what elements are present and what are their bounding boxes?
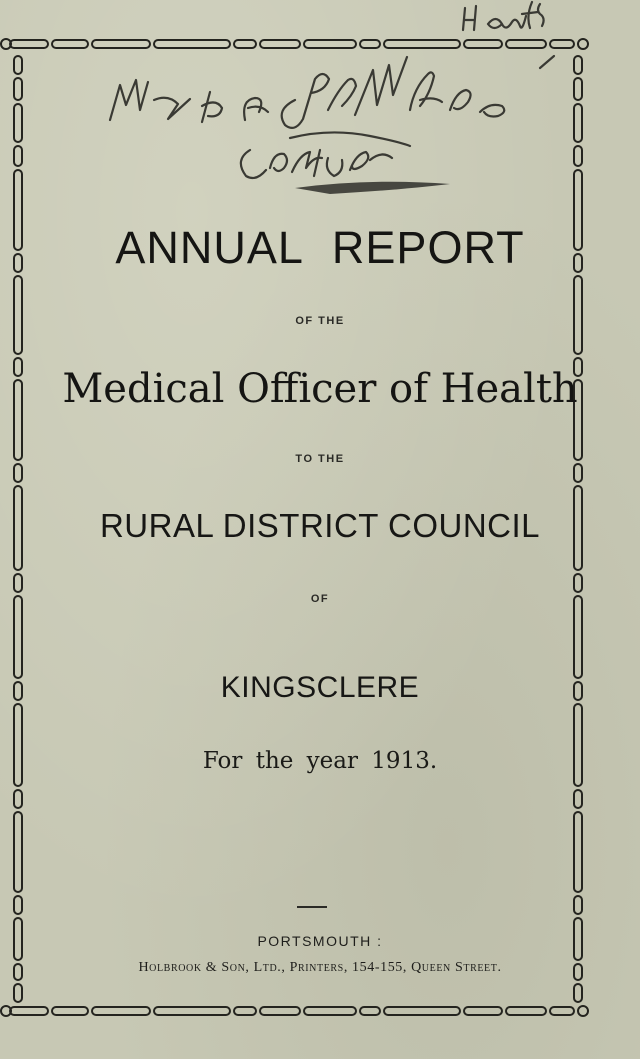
title-word-annual: ANNUAL	[115, 222, 304, 273]
report-year: For the year 1913.	[202, 748, 438, 774]
handwritten-annotation	[70, 0, 590, 215]
printer-imprint: Holbrook & Son, Ltd., Printers, 154-155, Queen Street.	[138, 960, 502, 975]
of-the-label: OF THE	[295, 315, 345, 327]
title-word-report: REPORT	[331, 222, 525, 273]
publication-place: PORTSMOUTH :	[257, 933, 383, 949]
officer-title: Medical Officer of Health	[62, 366, 578, 412]
to-the-label: TO THE	[295, 453, 345, 465]
district-name: KINGSCLERE	[220, 671, 420, 704]
of-label: OF	[310, 593, 330, 605]
report-title	[0, 222, 640, 274]
council-name: RURAL DISTRICT COUNCIL	[99, 507, 541, 544]
divider-rule	[297, 906, 327, 908]
